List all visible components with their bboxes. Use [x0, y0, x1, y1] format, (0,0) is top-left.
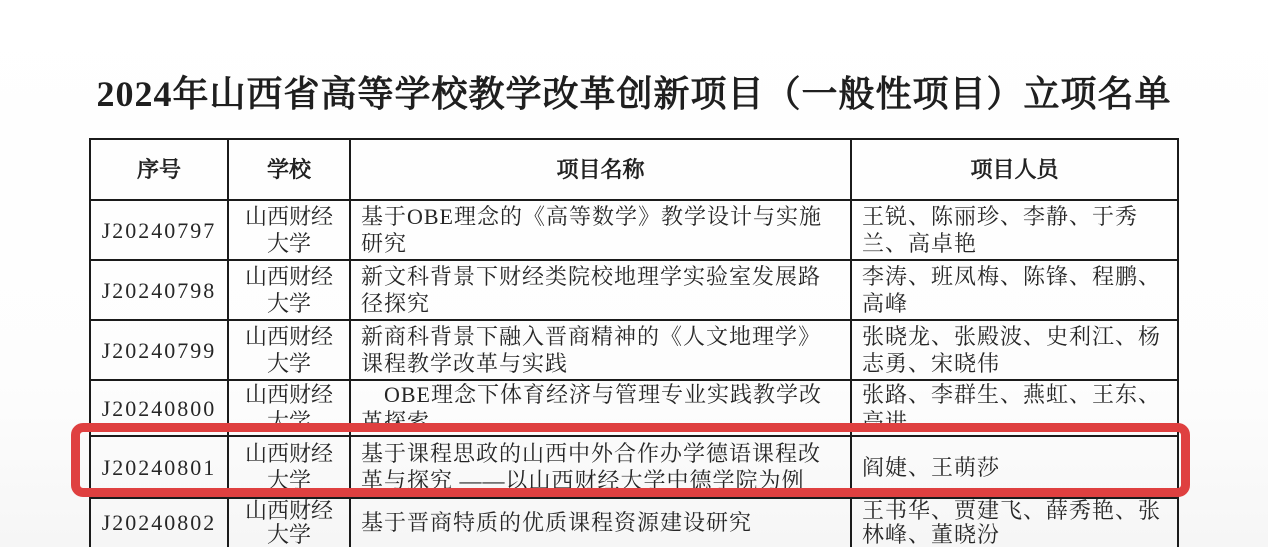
cell-personnel: 李涛、班凤梅、陈锋、程鹏、高峰	[851, 260, 1178, 320]
project-table	[89, 138, 1179, 547]
cell-serial: J20240798	[90, 260, 228, 320]
cell-personnel: 张路、李群生、燕虹、王东、高进	[851, 380, 1178, 436]
cell-serial: J20240797	[90, 200, 228, 260]
cell-serial: J20240802	[90, 498, 228, 547]
cell-project-name: OBE理念下体育经济与管理专业实践教学改革探索	[350, 380, 851, 436]
header-project-name: 项目名称	[350, 139, 851, 200]
cell-project-name: 基于课程思政的山西中外合作办学德语课程改革与探究 ——以山西财经大学中德学院为例	[350, 436, 851, 498]
cell-school: 山西财经大学	[228, 320, 350, 380]
header-personnel: 项目人员	[851, 139, 1178, 200]
table-row	[90, 260, 1178, 320]
page-title: 2024年山西省高等学校教学改革创新项目（一般性项目）立项名单	[96, 74, 1172, 114]
cell-personnel: 王锐、陈丽珍、李静、于秀兰、高卓艳	[851, 200, 1178, 260]
cell-project-name: 新文科背景下财经类院校地理学实验室发展路径探究	[350, 260, 851, 320]
header-serial: 序号	[90, 139, 228, 200]
cell-school: 山西财经大学	[228, 260, 350, 320]
cell-serial: J20240801	[90, 436, 228, 498]
cell-school: 山西财经大学	[228, 200, 350, 260]
header-school: 学校	[228, 139, 350, 200]
cell-school: 山西财经大学	[228, 436, 350, 498]
cell-personnel: 王书华、贾建飞、薛秀艳、张林峰、董晓汾	[851, 498, 1178, 547]
cell-serial: J20240799	[90, 320, 228, 380]
table-row	[90, 380, 1178, 436]
table-row-highlighted	[90, 436, 1178, 498]
cell-project-name: 基于OBE理念的《高等数学》教学设计与实施研究	[350, 200, 851, 260]
table-row	[90, 200, 1178, 260]
cell-personnel: 张晓龙、张殿波、史利江、杨志勇、宋晓伟	[851, 320, 1178, 380]
cell-serial: J20240800	[90, 380, 228, 436]
cell-school: 山西财经大学	[228, 380, 350, 436]
cell-school: 山西财经大学	[228, 498, 350, 547]
cell-personnel: 阎婕、王萌莎	[851, 436, 1178, 498]
table-row	[90, 498, 1178, 547]
table-row	[90, 320, 1178, 380]
table-header-row	[90, 139, 1178, 200]
cell-project-name: 新商科背景下融入晋商精神的《人文地理学》课程教学改革与实践	[350, 320, 851, 380]
cell-project-name: 基于晋商特质的优质课程资源建设研究	[350, 498, 851, 547]
